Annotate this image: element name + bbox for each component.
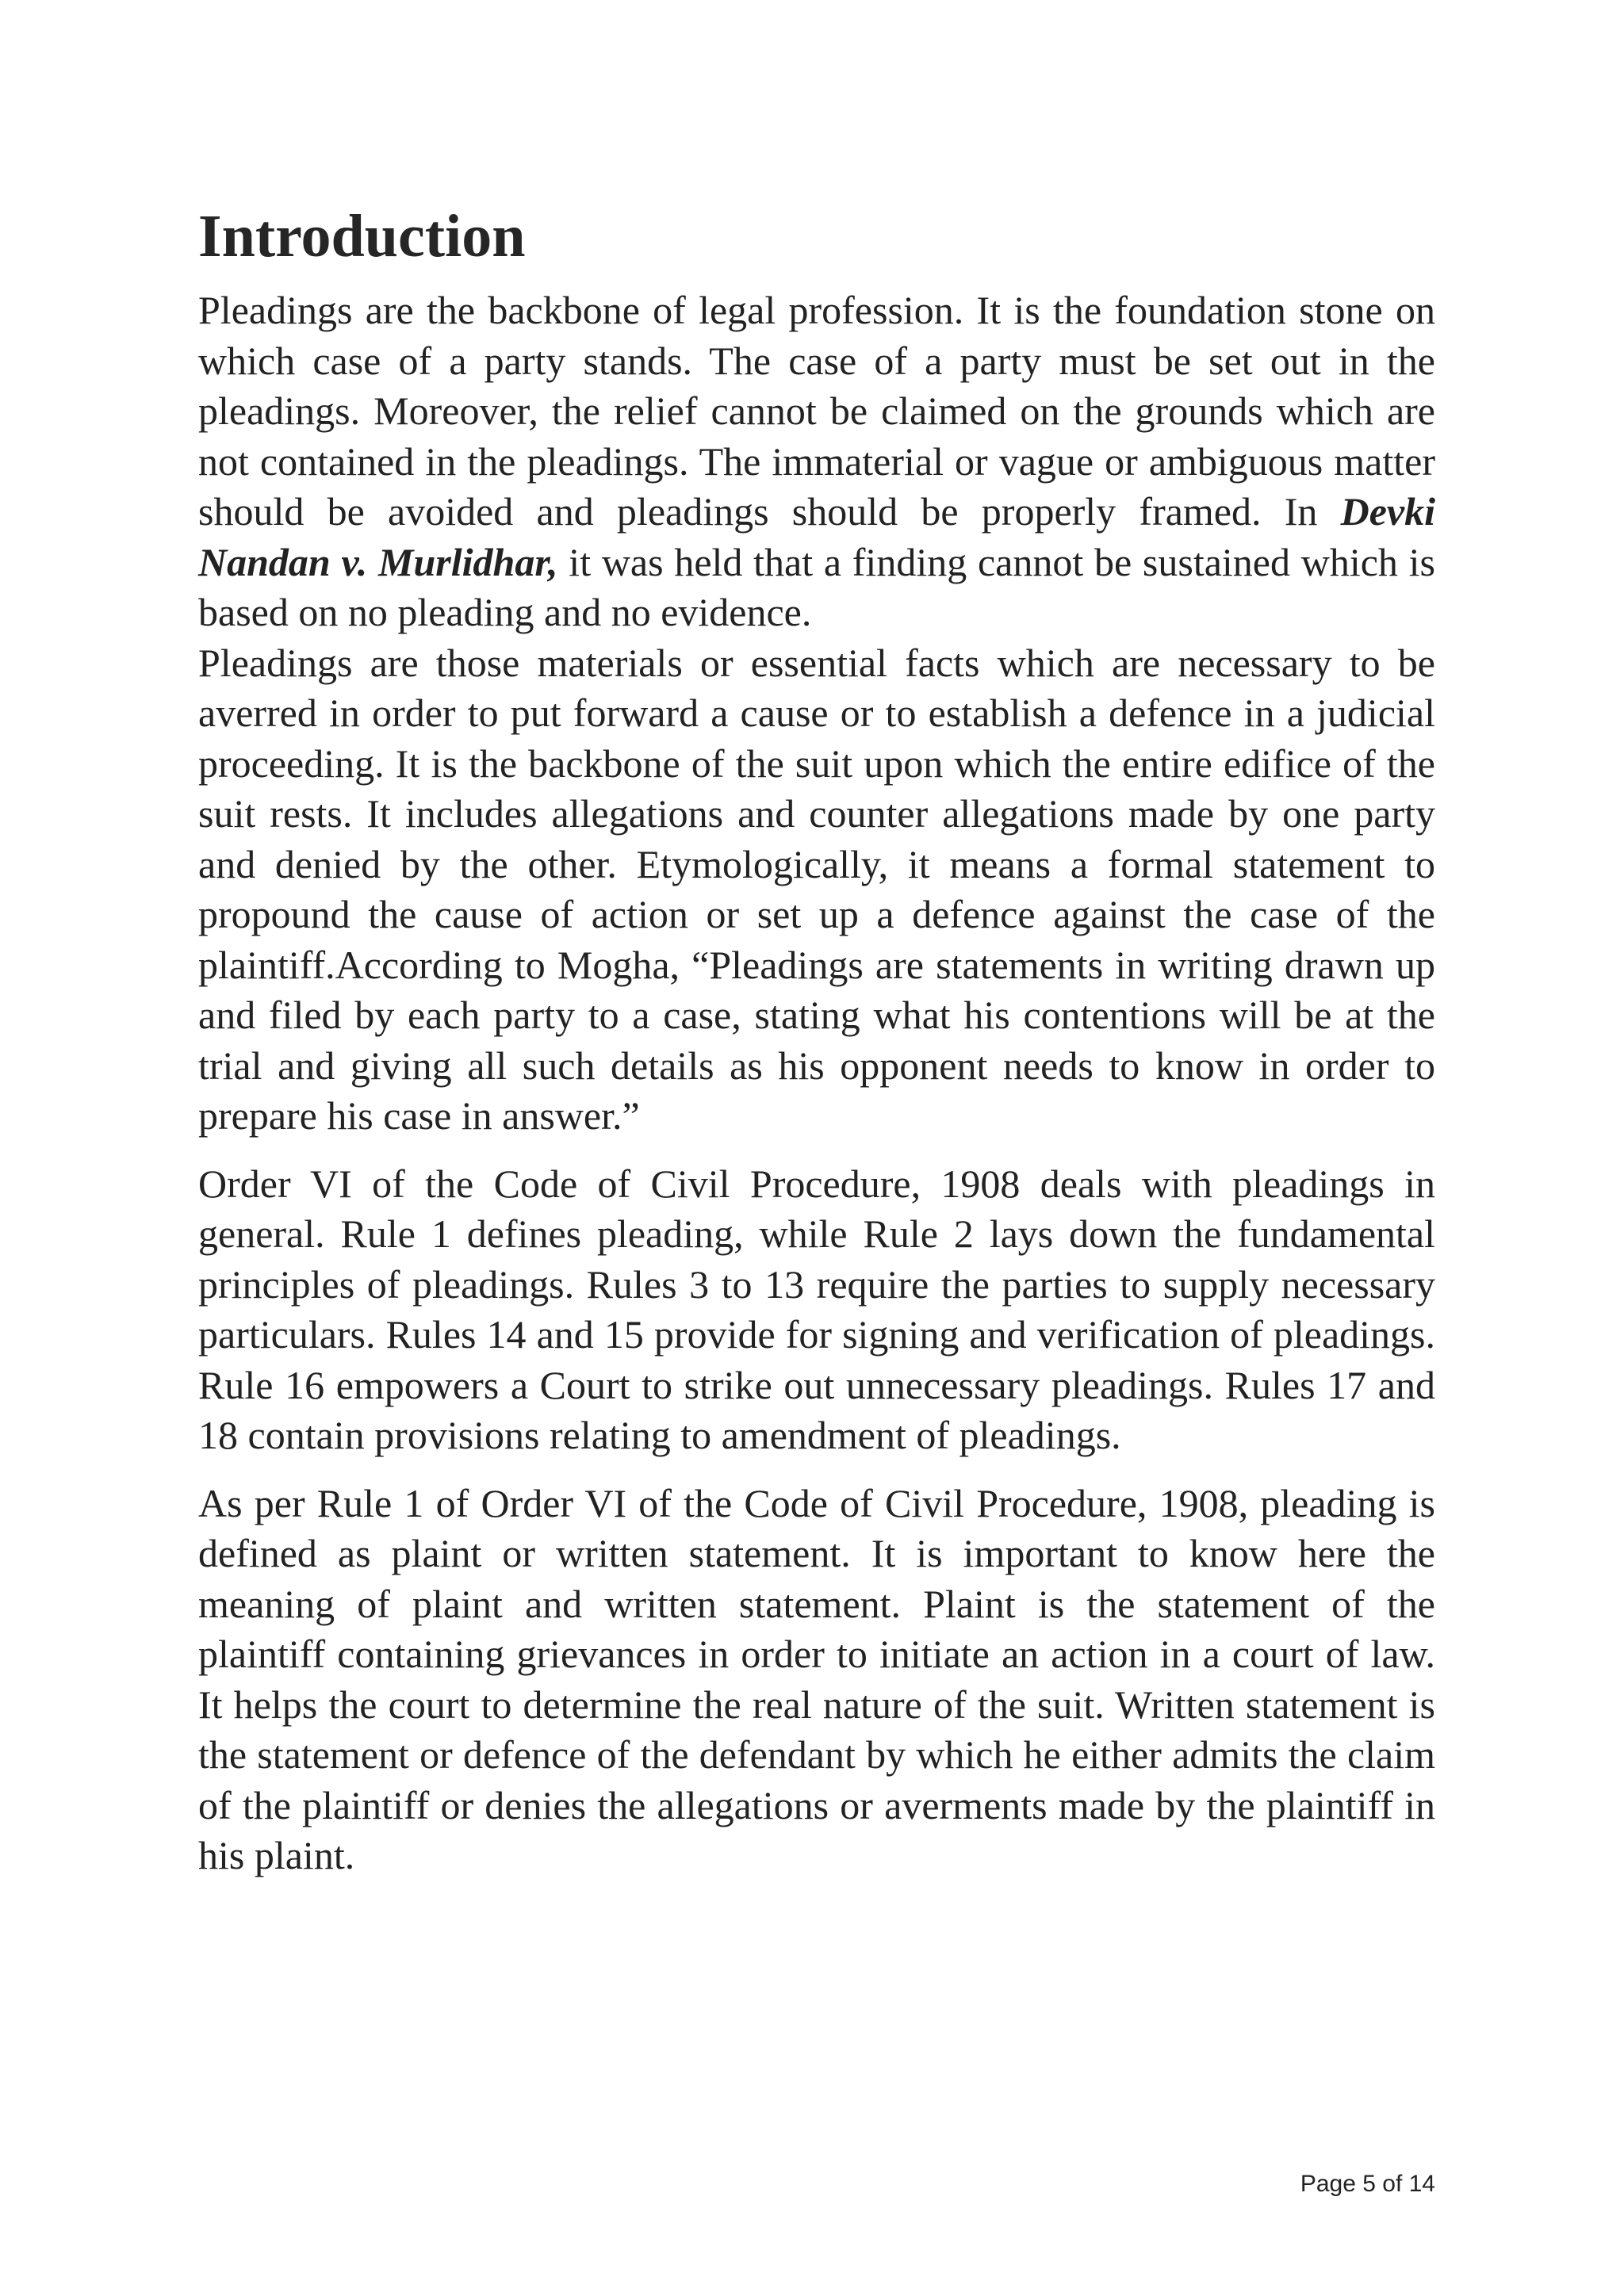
paragraph-3: Order VI of the Code of Civil Procedure, 1908 deals with pleadings in general. Rule 1 defines pleading, while Rule 2 lays down the fundamental principles of pleadings. Rules 3 to 13 require the parties to supply necessary particulars. Rules 14 and 15 provide for signing and verification of pleadings. Rule 16 empowers a Court to strike out unnecessary pleadings. Rules 17 and 18 contain provisions relating to amendment of pleadings. [198,1161,1435,1457]
section-heading: Introduction [198,203,526,270]
document-page [198,198,1435,1881]
paragraph-1 [198,285,1435,638]
paragraph-2: Pleadings are those materials or essential facts which are necessary to be averred in order to put forward a cause or to establish a defence in a judicial proceeding. It is the backbone of the suit upon which the entire edifice of the suit rests. It includes allegations and counter allegations made by one party and denied by the other. Etymologically, it means a formal statement to propound the cause of action or set up a defence against the case of the plaintiff.According to Mogha, “Pleadings are statements in writing drawn up and filed by each party to a case, stating what his contentions will be at the trial and giving all such details as his opponent needs to know in order to prepare his case in answer.” [198,640,1435,1138]
paragraph-4: As per Rule 1 of Order VI of the Code of Civil Procedure, 1908, pleading is defined as plaint or written statement. It is important to know here the meaning of plaint and written statement. Plaint is the statement of the plaintiff containing grievances in order to initiate an action in a court of law. It helps the court to determine the real nature of the suit. Written statement is the statement or defence of the defendant by which he either admits the claim of the plaintiff or denies the allegations or averments made by the plaintiff in his plaint. [198,1480,1435,1877]
paragraph-1-text-after: it was held that a finding cannot be sustained which is based on no pleading and no evidence. [198,539,1436,634]
page-number: Page 5 of 14 [1300,2171,1435,2197]
paragraph-1-text-before: Pleadings are the backbone of legal profession. It is the foundation stone on which case of a party stands. The case of a party must be set out in the pleadings. Moreover, the relief cannot be claimed on the grounds which are not contained in the pleadings. The immaterial or vague or ambiguous matter should be avoided and pleadings should be properly framed. In [198,288,1435,534]
case-citation: Devki Nandan v. Murlidhar, [198,489,1435,584]
